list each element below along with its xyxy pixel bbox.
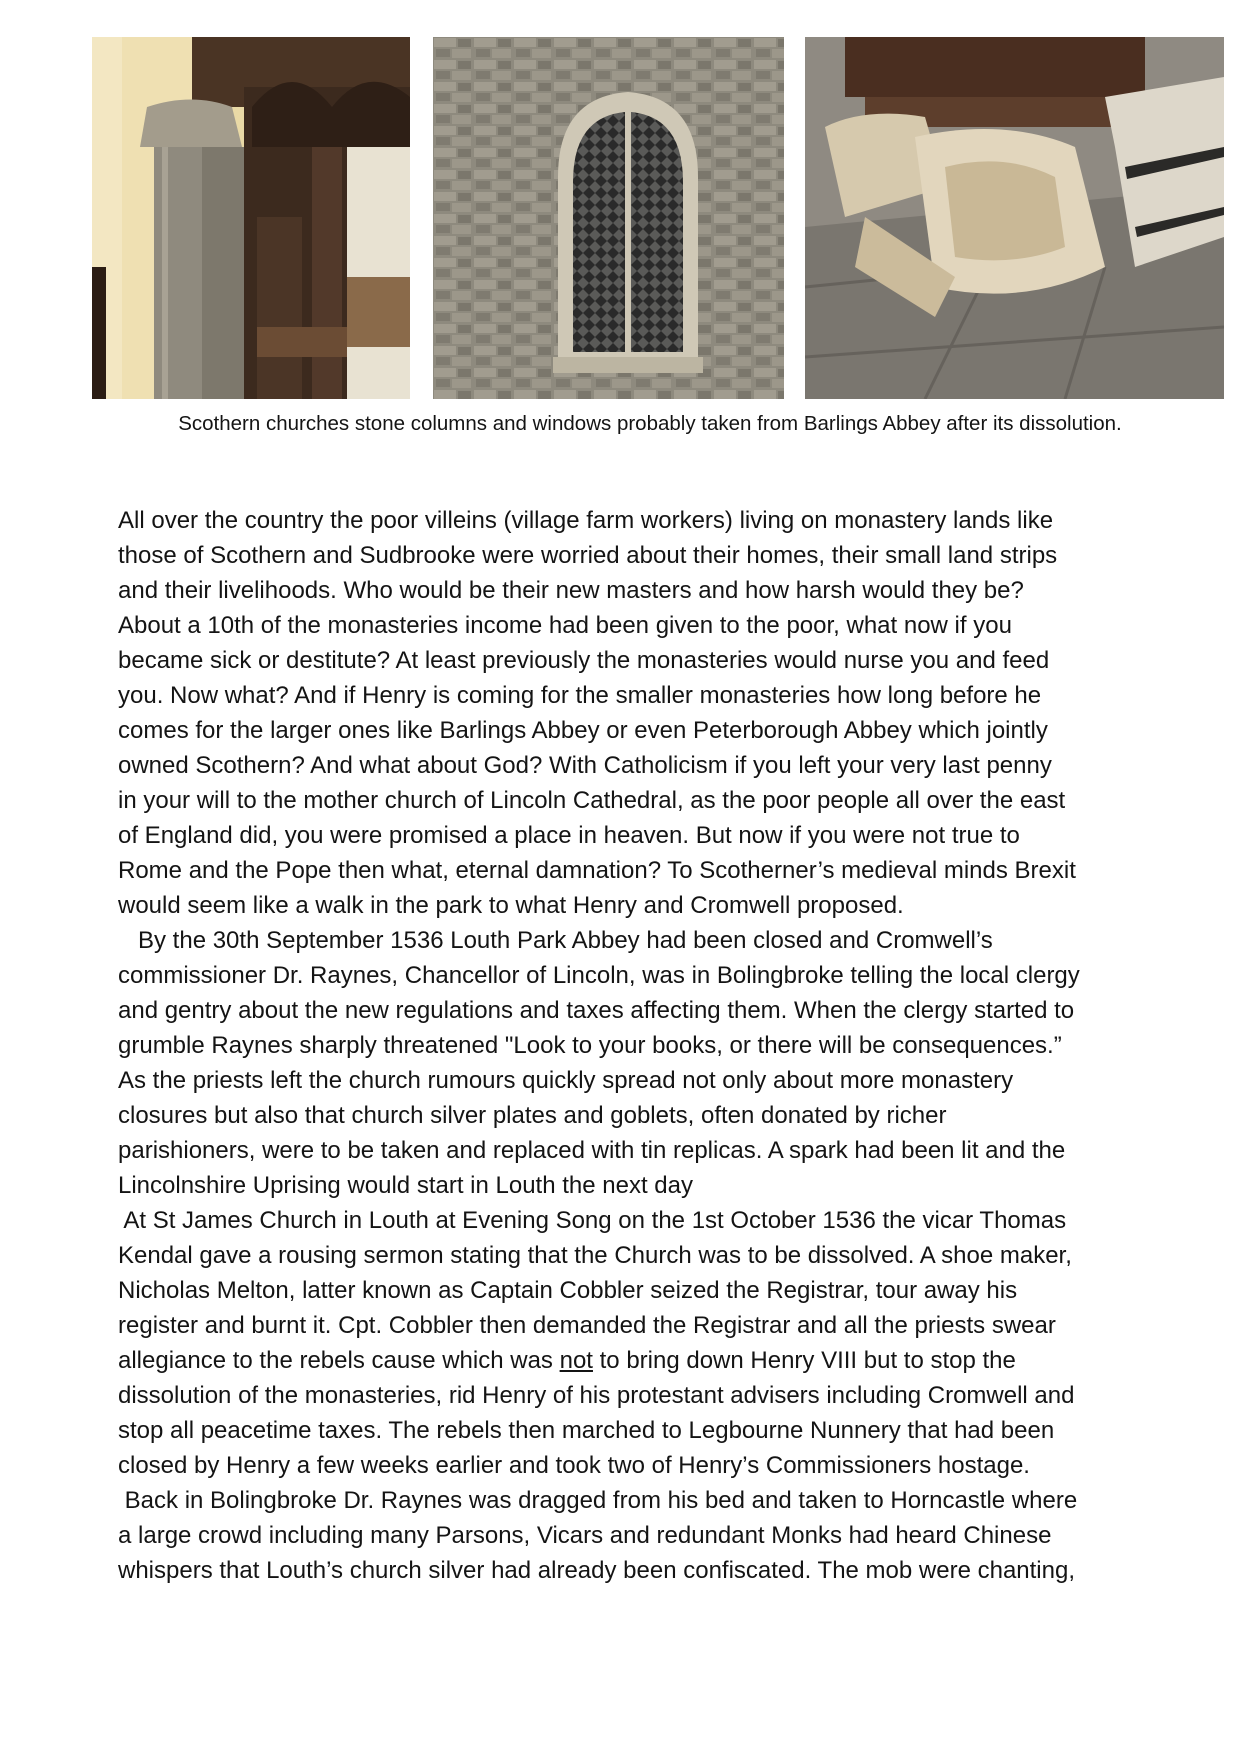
body-line: As the priests left the church rumours quickly spread not only about more monastery [118,1067,1014,1094]
body-line: All over the country the poor villeins (village farm workers) living on monastery lands like [118,507,1054,534]
body-line: comes for the larger ones like Barlings Abbey or even Peterborough Abbey which jointly [118,717,1048,744]
body-line: Back in Bolingbroke Dr. Raynes was dragged from his bed and taken to Horncastle where [118,1487,1078,1514]
church-window-photo-icon [433,37,784,399]
body-line: Nicholas Melton, latter known as Captain Cobbler seized the Registrar, tour away his [118,1277,1018,1304]
photo-stone-font-base [805,37,1224,399]
body-line: whispers that Louth’s church silver had already been confiscated. The mob were chanting, [118,1557,1075,1584]
body-line: parishioners, were to be taken and replaced with tin replicas. A spark had been lit and the [118,1137,1066,1164]
body-line: By the 30th September 1536 Louth Park Abbey had been closed and Cromwell’s [118,927,993,954]
body-line: those of Scothern and Sudbrooke were worried about their homes, their small land strips [118,542,1058,569]
body-line: register and burnt it. Cpt. Cobbler then demanded the Registrar and all the priests swear [118,1312,1056,1339]
body-line: became sick or destitute? At least previously the monasteries would nurse you and feed [118,647,1050,674]
body-line: Kendal gave a rousing sermon stating that the Church was to be dissolved. A shoe maker, [118,1242,1072,1269]
body-line: Lincolnshire Uprising would start in Louth the next day [118,1172,693,1199]
body-line: of England did, you were promised a place in heaven. But now if you were not true to [118,822,1020,849]
body-line: and gentry about the new regulations and taxes affecting them. When the clergy started to [118,997,1075,1024]
body-line: you. Now what? And if Henry is coming for the smaller monasteries how long before he [118,682,1042,709]
church-column-photo-icon [92,37,410,399]
body-line: closed by Henry a few weeks earlier and took two of Henry’s Commissioners hostage. [118,1452,1030,1479]
body-line: dissolution of the monasteries, rid Henry of his protestant advisers including Cromwell and [118,1382,1075,1409]
underlined-word: not [559,1347,593,1374]
article-body [118,503,1138,1588]
photo-church-window [433,37,784,399]
body-line: grumble Raynes sharply threatened "Look to your books, or there will be consequences.” [118,1032,1062,1059]
body-line-segment: to bring down Henry VIII but to stop the [592,1347,1016,1374]
body-line: closures but also that church silver plates and goblets, often donated by richer [118,1102,947,1129]
body-line: would seem like a walk in the park to what Henry and Cromwell proposed. [118,892,904,919]
photo-caption: Scothern churches stone columns and windows probably taken from Barlings Abbey after its dissolution. [178,412,1122,435]
stone-font-base-photo-icon [805,37,1224,399]
body-line: At St James Church in Louth at Evening Song on the 1st October 1536 the vicar Thomas [118,1207,1067,1234]
body-line: owned Scothern? And what about God? With Catholicism if you left your very last penny [118,752,1052,779]
body-line: in your will to the mother church of Lincoln Cathedral, as the poor people all over the east [118,787,1066,814]
body-line: and their livelihoods. Who would be their new masters and how harsh would they be? [118,577,1024,604]
body-line: a large crowd including many Parsons, Vicars and redundant Monks had heard Chinese [118,1522,1052,1549]
body-line: Rome and the Pope then what, eternal damnation? To Scotherner’s medieval minds Brexit [118,857,1076,884]
body-line: stop all peacetime taxes. The rebels then marched to Legbourne Nunnery that had been [118,1417,1055,1444]
body-line-segment: allegiance to the rebels cause which was [118,1347,560,1374]
body-line: commissioner Dr. Raynes, Chancellor of Lincoln, was in Bolingbroke telling the local clergy [118,962,1080,989]
photo-church-columns [92,37,410,399]
body-line-with-underline [118,1343,1138,1378]
body-line: About a 10th of the monasteries income had been given to the poor, what now if you [118,612,1012,639]
